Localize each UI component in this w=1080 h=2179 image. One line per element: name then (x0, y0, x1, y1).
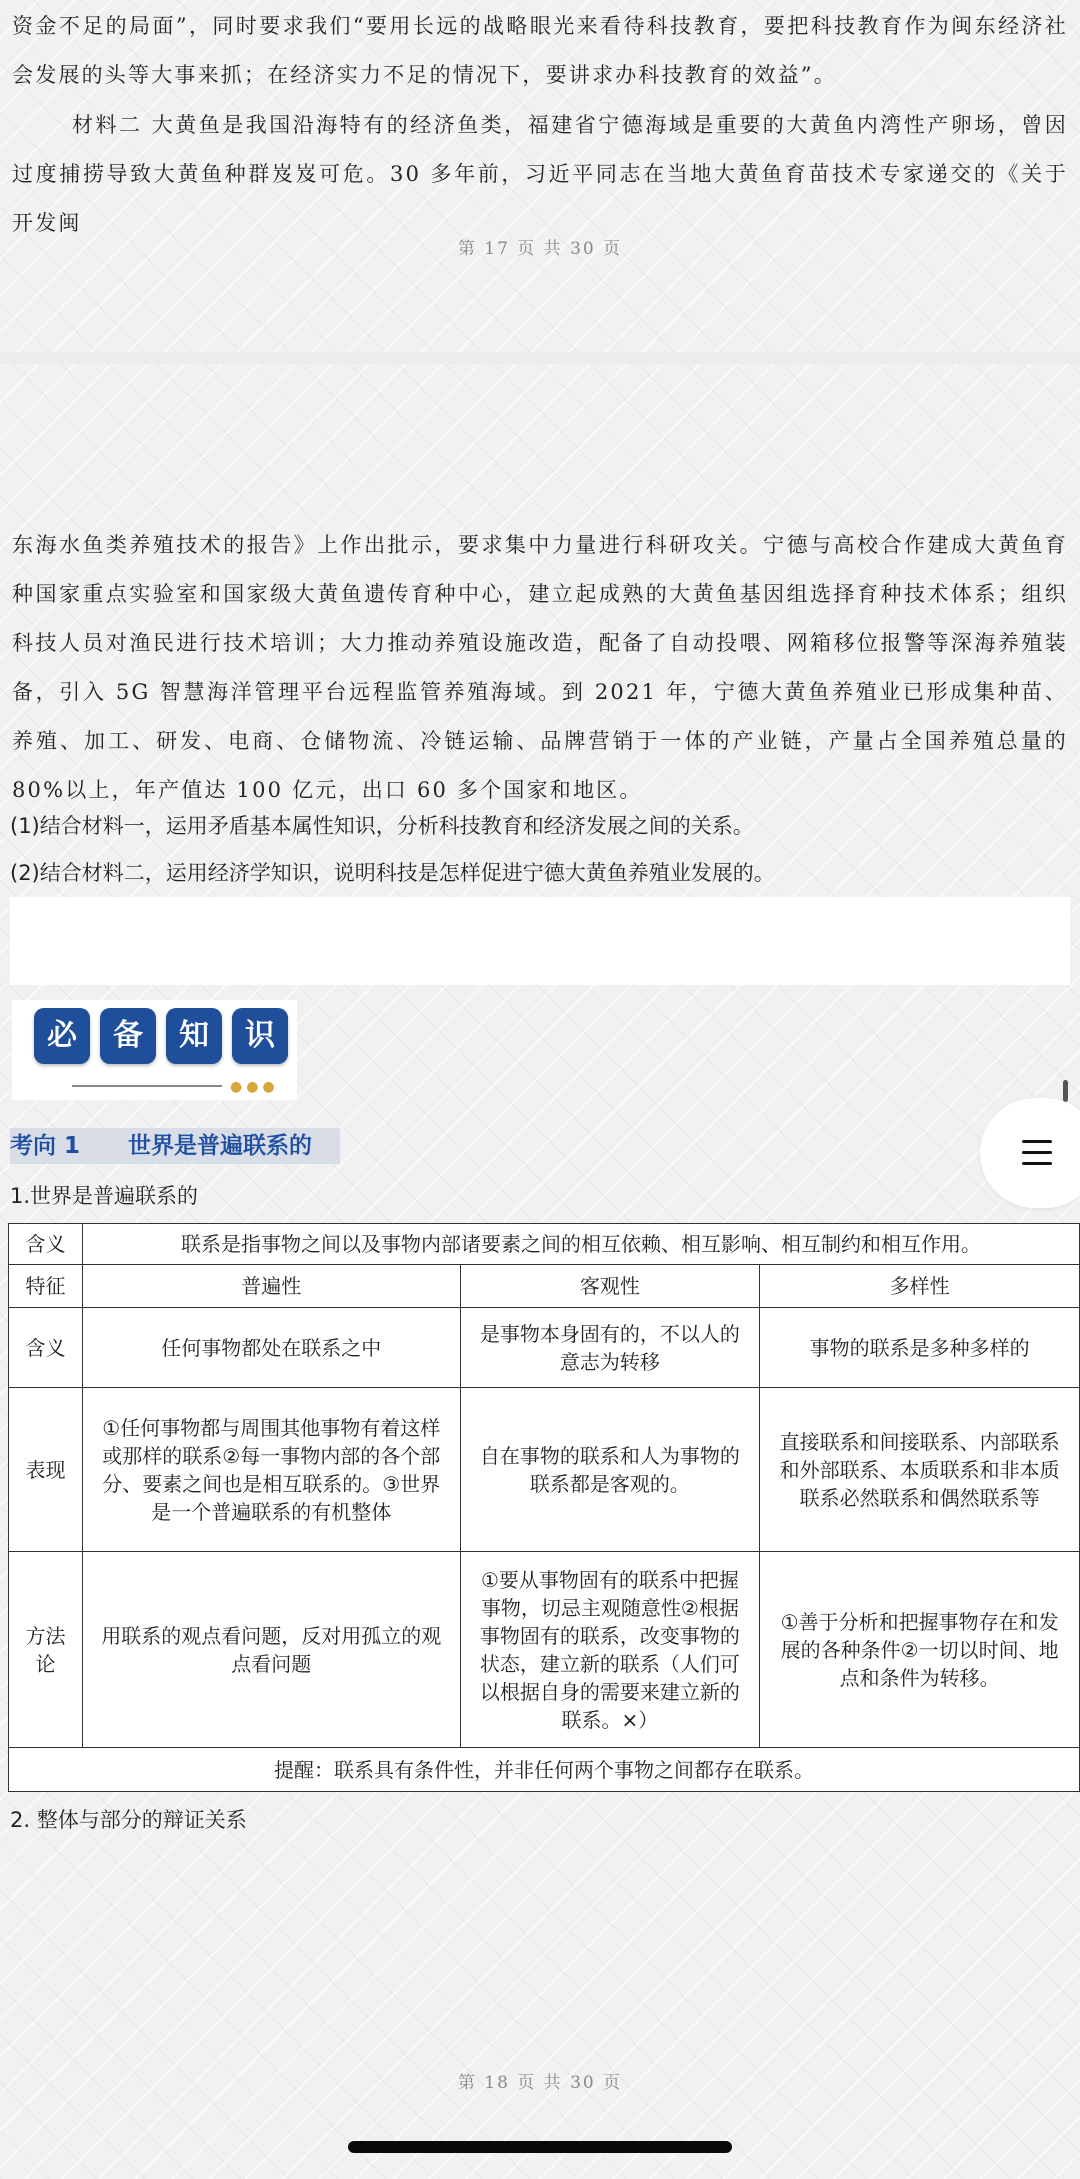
column-header: 普遍性 (82, 1265, 460, 1308)
page-footer: 第 18 页 共 30 页 (457, 2073, 623, 2093)
table-row (9, 1265, 1080, 1308)
table-cell: ①要从事物固有的联系中把握事物，切忌主观随意性②根据事物固有的联系，改变事物的状态，建立新的联系（人们可以根据自身的需要来建立新的联系。×） (460, 1552, 760, 1748)
blank-strip (10, 897, 1070, 985)
hamburger-menu-icon (1022, 1140, 1052, 1143)
table-row (9, 1552, 1080, 1748)
table-row (9, 1224, 1080, 1265)
banner-dots-icon: ●●● (230, 1079, 279, 1095)
row-label: 方法论 (9, 1552, 83, 1748)
hamburger-menu-icon (1022, 1151, 1052, 1154)
column-header: 客观性 (460, 1265, 760, 1308)
row-label: 含义 (9, 1224, 83, 1265)
table-cell: ①善于分析和把握事物存在和发展的各种条件②一切以时间、地点和条件为转移。 (760, 1552, 1080, 1748)
paragraph-material2: 材料二 大黄鱼是我国沿海特有的经济鱼类，福建省宁德海域是重要的大黄鱼内湾性产卵场，曾因过度捕捞导致大黄鱼种群岌岌可危。30 多年前，习近平同志在当地大黄鱼育苗技术专家递交的《关于开发闽 (12, 113, 1068, 235)
badge-char: 备 (100, 1008, 156, 1064)
table-cell: 用联系的观点看问题，反对用孤立的观点看问题 (82, 1552, 460, 1748)
table-cell: ①任何事物都与周围其他事物有着这样或那样的联系②每一事物内部的各个部分、要素之间也是相互联系的。③世界是一个普遍联系的有机整体 (82, 1388, 460, 1552)
home-indicator[interactable] (348, 2141, 732, 2153)
knowledge-table (8, 1223, 1080, 1792)
scrollbar-thumb[interactable] (1063, 1080, 1068, 1102)
document-page-17 (0, 0, 1080, 352)
row-label: 含义 (9, 1308, 83, 1388)
badge-char: 必 (34, 1008, 90, 1064)
banner-divider (72, 1085, 222, 1087)
badge-char: 识 (232, 1008, 288, 1064)
paragraph-material1-end: 资金不足的局面”，同时要求我们“要用长远的战略眼光来看待科技教育，要把科技教育作为闽东经济社会发展的头等大事来抓；在经济实力不足的情况下，要讲求办科技教育的效益”。 (12, 14, 1068, 87)
tip-cell: 提醒：联系具有条件性，并非任何两个事物之间都存在联系。 (9, 1748, 1080, 1792)
section-banner (12, 1000, 297, 1100)
table-cell: 直接联系和间接联系、内部联系和外部联系、本质联系和非本质联系必然联系和偶然联系等 (760, 1388, 1080, 1552)
subheading-1: 1.世界是普遍联系的 (10, 1184, 199, 1208)
row-label: 表现 (9, 1388, 83, 1552)
column-header: 多样性 (760, 1265, 1080, 1308)
table-cell: 任何事物都处在联系之中 (82, 1308, 460, 1388)
page-footer: 第 17 页 共 30 页 (457, 239, 623, 259)
hamburger-menu-icon (1022, 1162, 1052, 1165)
row-label: 特征 (9, 1265, 83, 1308)
table-row (9, 1748, 1080, 1792)
menu-button[interactable] (980, 1098, 1080, 1208)
question-1: (1)结合材料一，运用矛盾基本属性知识，分析科技教育和经济发展之间的关系。 (10, 814, 754, 838)
table-cell: 是事物本身固有的，不以人的意志为转移 (460, 1308, 760, 1388)
table-row (9, 1308, 1080, 1388)
table-cell: 事物的联系是多种多样的 (760, 1308, 1080, 1388)
section-heading: 考向 1 世界是普遍联系的 (10, 1133, 313, 1159)
paragraph-material2-continued: 东海水鱼类养殖技术的报告》上作出批示，要求集中力量进行科研攻关。宁德与高校合作建成大黄鱼育种国家重点实验室和国家级大黄鱼遗传育种中心，建立起成熟的大黄鱼基因组选择育种技术体系；组织科技人员对渔民进行技术培训；大力推动养殖设施改造，配备了自动投喂、网箱移位报警等深海养殖装备，引入 5G 智慧海洋管理平台远程监管养殖海域。到 2021 年，宁德大黄鱼养殖业已形成集种苗、养殖、加工、研发、电商、仓储物流、冷链运输、品牌营销于一体的产业链，产量占全国养殖总量的 80%以上，年产值达 100 亿元，出口 60 多个国家和地区。 (12, 533, 1068, 802)
table-cell: 联系是指事物之间以及事物内部诸要素之间的相互依赖、相互影响、相互制约和相互作用。 (82, 1224, 1079, 1265)
table-cell: 自在事物的联系和人为事物的联系都是客观的。 (460, 1388, 760, 1552)
question-2: (2)结合材料二，运用经济学知识，说明科技是怎样促进宁德大黄鱼养殖业发展的。 (10, 861, 775, 885)
subheading-2: 2. 整体与部分的辩证关系 (10, 1808, 247, 1832)
badge-char: 知 (166, 1008, 222, 1064)
table-row (9, 1388, 1080, 1552)
